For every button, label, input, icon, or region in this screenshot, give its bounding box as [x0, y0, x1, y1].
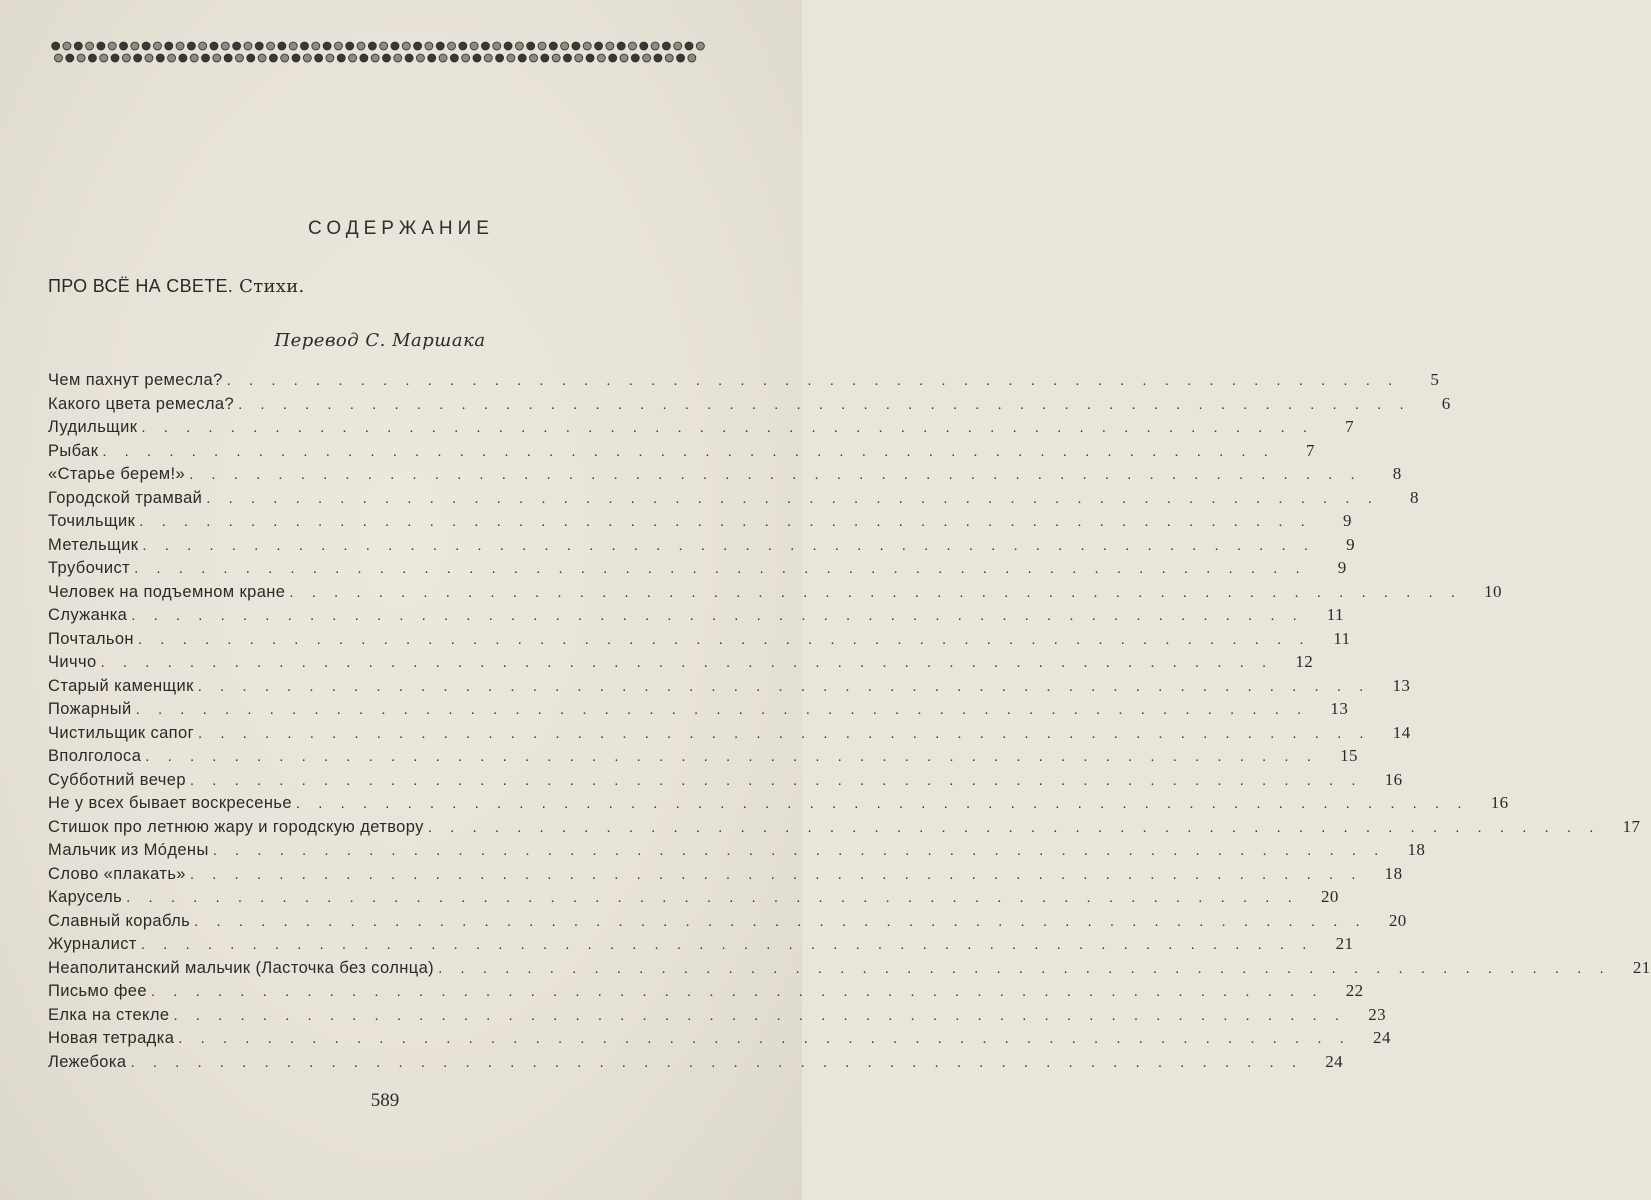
ornament-dot [349, 54, 357, 62]
toc-leader-dots: . . . . . . . . . . . . . . . . . . . . . . . . . . . . . . . . . . . . . . . . . . . . . . . . . . . . . [139, 513, 1312, 530]
toc-leader-dots: . . . . . . . . . . . . . . . . . . . . . . . . . . . . . . . . . . . . . . . . . . . . . . . . . . . . . [173, 1006, 1347, 1024]
ornament-dot [665, 54, 673, 62]
ornament-dot [541, 54, 549, 62]
ornament-dot [628, 42, 636, 50]
toc-leader-dots: . . . . . . . . . . . . . . . . . . . . . . . . . . . . . . . . . . . . . . . . . . . . . . . . . . . . . [212, 842, 1386, 859]
ornament-dot [448, 42, 456, 50]
ornament-dot [131, 42, 139, 50]
toc-entry-title: Точильщик [48, 512, 136, 530]
ornament-dot [549, 42, 557, 50]
ornament-dot [267, 42, 275, 50]
toc-entry-page: 15 [1340, 746, 1358, 765]
ornament-dot [120, 42, 128, 50]
toc-entry-page: 18 [1384, 863, 1403, 883]
toc-leader-dots: . . . . . . . . . . . . . . . . . . . . . . . . . . . . . . . . . . . . . . . . . . . . . . . . . . . . . [141, 419, 1314, 436]
ornament-dot [631, 54, 639, 62]
toc-leader-dots: . . . . . . . . . . . . . . . . . . . . . . . . . . . . . . . . . . . . . . . . . . . . . . . . . . . . . [206, 489, 1379, 507]
ornament-dot [518, 54, 526, 62]
toc-entry-page: 7 [1345, 417, 1354, 436]
ornament-dot [77, 54, 85, 62]
toc-leader-dots: . . . . . . . . . . . . . . . . . . . . . . . . . . . . . . . . . . . . . . . . . . . . . . . . . . . . . [100, 654, 1274, 671]
toc-entry-title: Журналист [48, 935, 137, 953]
toc-entry [48, 370, 1440, 394]
toc-entry-title: Чем пахнут ремесла? [48, 371, 223, 389]
toc-entry [48, 511, 1352, 535]
ornament-dot [357, 42, 365, 50]
dotted-border-ornament-icon [50, 40, 706, 66]
ornament-dot [572, 42, 580, 50]
toc-entry-page: 21 [1335, 934, 1354, 953]
toc-entry-page: 16 [1490, 793, 1509, 812]
ornament-dot [470, 42, 478, 50]
ornament-dot [507, 54, 515, 62]
toc-entry-page: 8 [1392, 464, 1402, 483]
toc-entry-page: 9 [1346, 534, 1355, 554]
toc-entry-page: 13 [1392, 675, 1411, 695]
section-title-caps: ПРО ВСЁ НА СВЕТЕ. [48, 276, 234, 296]
toc-leader-dots: . . . . . . . . . . . . . . . . . . . . . . . . . . . . . . . . . . . . . . . . . . . . . . . . . . . . . [197, 677, 1371, 695]
toc-entry [48, 793, 1509, 817]
ornament-dot [187, 42, 195, 50]
toc-entry-page: 20 [1320, 887, 1339, 906]
toc-leader-dots: . . . . . . . . . . . . . . . . . . . . . . . . . . . . . . . . . . . . . . . . . . . . . . . . . . . . . [150, 983, 1324, 1000]
toc-entry-page: 13 [1330, 699, 1349, 718]
toc-leader-dots: . . . . . . . . . . . . . . . . . . . . . . . . . . . . . . . . . . . . . . . . . . . . . . . . . . . . . [102, 442, 1275, 460]
toc-leader-dots: . . . . . . . . . . . . . . . . . . . . . . . . . . . . . . . . . . . . . . . . . . . . . . . . . . . . . [295, 795, 1469, 812]
toc-leader-dots: . . . . . . . . . . . . . . . . . . . . . . . . . . . . . . . . . . . . . . . . . . . . . . . . . . . . . [134, 560, 1307, 577]
ornament-dot [111, 54, 119, 62]
toc-entry [48, 746, 1358, 770]
toc-entry [48, 605, 1344, 629]
toc-entry-page: 23 [1368, 1004, 1387, 1024]
toc-entry-title: Трубочист [48, 559, 131, 577]
toc-entry-title: Письмо фее [48, 982, 147, 1000]
ornament-dot [405, 54, 413, 62]
ornament-dot [63, 42, 71, 50]
ornament-dot [202, 54, 210, 62]
ornament-dot [651, 42, 659, 50]
ornament-dot [54, 54, 62, 62]
toc-entry-title: Вполголоса [48, 747, 142, 765]
ornament-dot [168, 54, 176, 62]
toc-leader-dots: . . . . . . . . . . . . . . . . . . . . . . . . . . . . . . . . . . . . . . . . . . . . . . . . . . . . . [226, 372, 1400, 389]
toc-leader-dots: . . . . . . . . . . . . . . . . . . . . . . . . . . . . . . . . . . . . . . . . . . . . . . . . . . . . . [131, 607, 1304, 624]
toc-entry-title: Слово «плакать» [48, 864, 186, 883]
toc-entry [48, 464, 1402, 488]
toc-entry-page: 11 [1326, 605, 1344, 624]
ornament-dot [142, 42, 150, 50]
toc-entry [48, 417, 1354, 441]
ornament-dot [496, 54, 504, 62]
toc-entry [48, 910, 1407, 935]
section-title [48, 276, 305, 297]
ornament-dot [643, 54, 651, 62]
toc-entry-page: 5 [1430, 370, 1440, 389]
toc-entry-title: Не у всех бывает воскресенье [48, 794, 292, 812]
ornament-dot [462, 54, 470, 62]
toc-entry-title: «Старье берем!» [48, 465, 186, 483]
toc-leader-dots: . . . . . . . . . . . . . . . . . . . . . . . . . . . . . . . . . . . . . . . . . . . . . . . . . . . . . [145, 748, 1318, 765]
ornament-dot [402, 42, 410, 50]
toc-entry [48, 1004, 1387, 1029]
toc-entry-title: Елка на стекле [48, 1005, 170, 1024]
ornament-dot [586, 54, 594, 62]
toc-entry-page: 9 [1342, 511, 1352, 530]
ornament-dot [199, 42, 207, 50]
ornament-dot [685, 42, 693, 50]
toc-entry-page: 11 [1333, 628, 1351, 648]
toc-entry-title: Лежебока [48, 1052, 127, 1071]
ornament-dot [428, 54, 436, 62]
toc-leader-dots: . . . . . . . . . . . . . . . . . . . . . . . . . . . . . . . . . . . . . . . . . . . . . . . . . . . . . [137, 630, 1311, 648]
ornament-dot [371, 54, 379, 62]
ornament-dot [86, 42, 94, 50]
toc-entry-page: 24 [1373, 1028, 1391, 1047]
translator-line: Перевод С. Маршака [274, 330, 486, 351]
toc-leader-dots: . . . . . . . . . . . . . . . . . . . . . . . . . . . . . . . . . . . . . . . . . . . . . . . . . . . . . [130, 1053, 1304, 1071]
ornament-dot [289, 42, 297, 50]
ornament-dot [380, 42, 388, 50]
toc-entry-title: Человек на подъемном кране [48, 582, 286, 601]
toc-entry [48, 816, 1641, 841]
toc-leader-dots: . . . . . . . . . . . . . . . . . . . . . . . . . . . . . . . . . . . . . . . . . . . . . . . . . . . . . [126, 889, 1299, 906]
ornament-dot [368, 42, 376, 50]
toc-entry-title: Неаполитанский мальчик (Ласточка без солнца) [48, 958, 435, 977]
toc-entry [48, 393, 1451, 418]
ornament-dot [606, 42, 614, 50]
toc-leader-dots: . . . . . . . . . . . . . . . . . . . . . . . . . . . . . . . . . . . . . . . . . . . . . . . . . . . . . [135, 701, 1309, 718]
ornament-dot [337, 54, 345, 62]
toc-entry-title: Карусель [48, 888, 123, 906]
ornament-dot [484, 54, 492, 62]
ornament-dot [450, 54, 458, 62]
toc-entry-page: 24 [1325, 1051, 1344, 1071]
toc-entry-page: 12 [1295, 652, 1314, 671]
ornament-dot [575, 54, 583, 62]
ornament-dot [609, 54, 617, 62]
toc-entry [48, 840, 1426, 864]
toc-entry-page: 20 [1388, 910, 1407, 930]
ornament-dot [530, 54, 538, 62]
ornament-dot [674, 42, 682, 50]
ornament-dot [315, 54, 323, 62]
toc-leader-dots: . . . . . . . . . . . . . . . . . . . . . . . . . . . . . . . . . . . . . . . . . . . . . . . . . . . . . [289, 583, 1462, 601]
ornament-dot [563, 54, 571, 62]
ornament-dot [473, 54, 481, 62]
toc-entry [48, 1051, 1344, 1076]
ornament-dot [617, 42, 625, 50]
ornament-dot [221, 42, 229, 50]
ornament-dot [326, 54, 334, 62]
toc-leader-dots: . . . . . . . . . . . . . . . . . . . . . . . . . . . . . . . . . . . . . . . . . . . . . . . . . . . . . [198, 724, 1371, 742]
toc-entry [48, 440, 1315, 465]
toc-leader-dots: . . . . . . . . . . . . . . . . . . . . . . . . . . . . . . . . . . . . . . . . . . . . . . . . . . . . . [427, 818, 1601, 836]
table-of-contents [48, 370, 1651, 1075]
toc-entry [48, 1028, 1391, 1052]
ornament-dot [278, 42, 286, 50]
ornament-dot [439, 54, 447, 62]
toc-entry-title: Какого цвета ремесла? [48, 394, 235, 413]
ornament-dot [595, 42, 603, 50]
page-heading: СОДЕРЖАНИЕ [308, 218, 494, 239]
ornament-dot [425, 42, 433, 50]
toc-entry [48, 534, 1355, 559]
toc-entry [48, 628, 1351, 653]
section-title-rest: Стихи. [239, 276, 305, 297]
ornament-dot [74, 42, 82, 50]
ornament-dot [66, 54, 74, 62]
ornament-dot [515, 42, 523, 50]
ornament-dot [303, 54, 311, 62]
toc-leader-dots: . . . . . . . . . . . . . . . . . . . . . . . . . . . . . . . . . . . . . . . . . . . . . . . . . . . . . [142, 536, 1315, 554]
ornament-dot [190, 54, 198, 62]
toc-entry-title: Славный корабль [48, 911, 191, 930]
toc-entry-title: Чиччо [48, 653, 97, 671]
toc-entry [48, 487, 1419, 512]
ornament-dot [233, 42, 241, 50]
toc-entry [48, 558, 1347, 582]
ornament-dot [654, 54, 662, 62]
ornament-dot [213, 54, 221, 62]
ornament-dot [247, 54, 255, 62]
toc-leader-dots: . . . . . . . . . . . . . . . . . . . . . . . . . . . . . . . . . . . . . . . . . . . . . . . . . . . . . [438, 959, 1611, 977]
toc-entry [48, 957, 1651, 982]
ornament-dot [312, 42, 320, 50]
ornament-dot [134, 54, 142, 62]
ornament-dot [552, 54, 560, 62]
ornament-dot [527, 42, 535, 50]
toc-entry-title: Субботний вечер [48, 770, 186, 789]
toc-entry-title: Лудильщик [48, 418, 138, 436]
page-number: 589 [370, 1090, 400, 1111]
ornament-dot [620, 54, 628, 62]
toc-entry-page: 18 [1407, 840, 1426, 859]
ornament-dot [436, 42, 444, 50]
ornament-dot [414, 42, 422, 50]
ornament-dot [597, 54, 605, 62]
toc-entry-page: 8 [1409, 487, 1419, 507]
ornament-dot [640, 42, 648, 50]
ornament-dot [269, 54, 277, 62]
toc-entry-page: 22 [1345, 981, 1364, 1000]
toc-entry-title: Старый каменщик [48, 676, 194, 695]
ornament-dot [346, 42, 354, 50]
ornament-dot [255, 42, 263, 50]
ornament-dot [391, 42, 399, 50]
toc-leader-dots: . . . . . . . . . . . . . . . . . . . . . . . . . . . . . . . . . . . . . . . . . . . . . . . . . . . . . [238, 395, 1411, 413]
ornament-dot [100, 54, 108, 62]
ornament-dot [210, 42, 218, 50]
ornament-dot [52, 42, 60, 50]
toc-entry-title: Стишок про летнюю жару и городскую детвору [48, 817, 424, 836]
ornament-dot [696, 42, 704, 50]
toc-entry-page: 7 [1306, 440, 1315, 460]
toc-entry-title: Городской трамвай [48, 488, 203, 507]
toc-leader-dots: . . . . . . . . . . . . . . . . . . . . . . . . . . . . . . . . . . . . . . . . . . . . . . . . . . . . . [178, 1030, 1351, 1047]
ornament-dot [176, 42, 184, 50]
ornament-dot [662, 42, 670, 50]
ornament-dot [334, 42, 342, 50]
toc-entry-page: 9 [1337, 558, 1347, 577]
ornament-dot [244, 42, 252, 50]
ornament-dot [88, 54, 96, 62]
toc-entry [48, 887, 1339, 911]
toc-leader-dots: . . . . . . . . . . . . . . . . . . . . . . . . . . . . . . . . . . . . . . . . . . . . . . . . . . . . . [140, 936, 1314, 953]
toc-leader-dots: . . . . . . . . . . . . . . . . . . . . . . . . . . . . . . . . . . . . . . . . . . . . . . . . . . . . . [189, 865, 1363, 883]
toc-leader-dots: . . . . . . . . . . . . . . . . . . . . . . . . . . . . . . . . . . . . . . . . . . . . . . . . . . . . . [189, 771, 1363, 789]
ornament-dot [688, 54, 696, 62]
toc-entry-title: Мальчик из Мóдены [48, 841, 209, 859]
toc-entry-title: Метельщик [48, 535, 139, 554]
ornament-dot [416, 54, 424, 62]
ornament-dot [459, 42, 467, 50]
ornament-dot [258, 54, 266, 62]
ornament-dot [281, 54, 289, 62]
toc-leader-dots: . . . . . . . . . . . . . . . . . . . . . . . . . . . . . . . . . . . . . . . . . . . . . . . . . . . . . [189, 466, 1362, 483]
toc-entry-page: 6 [1441, 393, 1451, 413]
toc-leader-dots: . . . . . . . . . . . . . . . . . . . . . . . . . . . . . . . . . . . . . . . . . . . . . . . . . . . . . [194, 912, 1367, 930]
ornament-dot [677, 54, 685, 62]
toc-entry-page: 17 [1622, 816, 1641, 836]
toc-entry [48, 652, 1314, 676]
ornament-dot [145, 54, 153, 62]
ornament-dot [561, 42, 569, 50]
toc-entry [48, 722, 1411, 747]
ornament-dot [179, 54, 187, 62]
toc-entry-page: 16 [1384, 769, 1403, 789]
toc-entry [48, 675, 1411, 700]
toc-entry [48, 769, 1403, 794]
toc-entry [48, 863, 1403, 888]
ornament-dot [360, 54, 368, 62]
ornament-dot [394, 54, 402, 62]
ornament-dot [323, 42, 331, 50]
toc-entry [48, 699, 1349, 723]
ornament-dot [493, 42, 501, 50]
ornament-dot [300, 42, 308, 50]
ornament-dot [481, 42, 489, 50]
toc-entry-title: Пожарный [48, 700, 132, 718]
toc-entry-title: Почтальон [48, 629, 134, 648]
toc-entry-title: Рыбак [48, 441, 99, 460]
ornament-dot [153, 42, 161, 50]
ornament-dot [504, 42, 512, 50]
toc-entry [48, 934, 1354, 958]
toc-entry-title: Новая тетрадка [48, 1029, 175, 1047]
ornament-dot [583, 42, 591, 50]
ornament-dot [538, 42, 546, 50]
ornament-dot [224, 54, 232, 62]
ornament-dot [122, 54, 130, 62]
ornament-dot [97, 42, 105, 50]
toc-entry-page: 14 [1392, 722, 1411, 742]
toc-entry [48, 981, 1364, 1005]
toc-entry-title: Служанка [48, 606, 128, 624]
toc-entry-title: Чистильщик сапог [48, 723, 195, 742]
toc-entry-page: 21 [1632, 957, 1651, 977]
ornament-dot [292, 54, 300, 62]
ornament-dot [108, 42, 116, 50]
toc-entry-page: 10 [1484, 581, 1502, 601]
ornament-dot [165, 42, 173, 50]
ornament-dot [156, 54, 164, 62]
ornament-dot [235, 54, 243, 62]
toc-entry [48, 581, 1502, 606]
ornament-dot [382, 54, 390, 62]
